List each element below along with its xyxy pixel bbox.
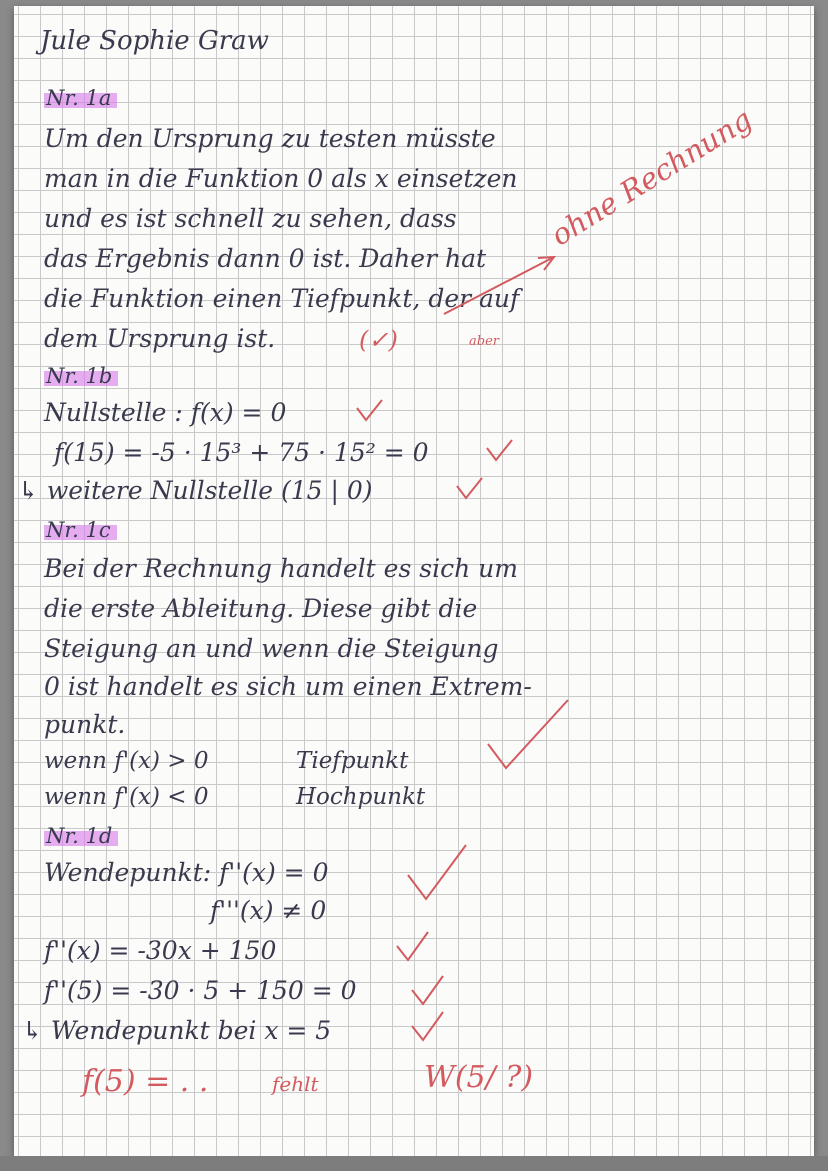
text-line: das Ergebnis dann 0 ist. Daher hat	[44, 244, 487, 273]
aber-note: aber	[469, 334, 499, 349]
text-line: 0 ist handelt es sich um einen Extrem-	[44, 672, 532, 701]
author-name: Jule Sophie Graw	[40, 26, 269, 56]
text-line: f''(x) = -30x + 150	[44, 936, 277, 965]
text-line: f(15) = -5 · 15³ + 75 · 15² = 0	[54, 438, 429, 467]
notebook-page	[14, 6, 814, 1156]
correction-turning-point: W(5/ ?)	[424, 1060, 534, 1095]
text-line: Steigung an und wenn die Steigung	[44, 634, 499, 663]
heading-1a: Nr. 1a	[44, 86, 117, 110]
heading-1d: Nr. 1d	[44, 824, 118, 848]
check-mark-icon	[409, 1010, 445, 1044]
text-line: f'''(x) ≠ 0	[210, 896, 327, 925]
text-line: und es ist schnell zu sehen, dass	[44, 204, 457, 233]
heading-1c: Nr. 1c	[44, 518, 117, 542]
correction-f5: f(5) = . .	[82, 1064, 209, 1099]
case-condition: wenn f'(x) < 0	[44, 784, 209, 810]
text-line: f''(5) = -30 · 5 + 150 = 0	[44, 976, 357, 1005]
text-line: punkt.	[44, 710, 126, 739]
text-line: Wendepunkt: f''(x) = 0	[44, 858, 329, 887]
check-mark-icon	[409, 974, 445, 1008]
check-mark-icon	[354, 398, 384, 424]
text-line: die Funktion einen Tiefpunkt, der auf	[44, 284, 520, 313]
page-shadow	[0, 1156, 828, 1171]
margin-note: ohne Rechnung	[544, 101, 758, 253]
text-line: ↳ weitere Nullstelle (15 | 0)	[18, 476, 373, 505]
partial-check-mark: (✓)	[359, 326, 398, 354]
text-line: man in die Funktion 0 als x einsetzen	[44, 164, 518, 193]
text-line: Um den Ursprung zu testen müsste	[44, 124, 496, 153]
text-line: Bei der Rechnung handelt es sich um	[44, 554, 518, 583]
check-mark-icon	[394, 930, 430, 964]
correction-arrow-icon	[434, 246, 564, 326]
check-mark-icon	[404, 841, 470, 903]
correction-fehlt: fehlt	[272, 1072, 319, 1096]
text-line: dem Ursprung ist.	[44, 324, 276, 353]
text-line: Nullstelle : f(x) = 0	[44, 398, 287, 427]
case-condition: wenn f'(x) > 0	[44, 748, 209, 774]
check-mark-icon	[482, 696, 572, 776]
case-result: Hochpunkt	[296, 784, 426, 810]
case-result: Tiefpunkt	[296, 748, 409, 774]
heading-1b: Nr. 1b	[44, 364, 118, 388]
text-line: die erste Ableitung. Diese gibt die	[44, 594, 478, 623]
check-mark-icon	[454, 476, 484, 502]
text-line: ↳ Wendepunkt bei x = 5	[22, 1016, 332, 1045]
check-mark-icon	[484, 438, 514, 464]
